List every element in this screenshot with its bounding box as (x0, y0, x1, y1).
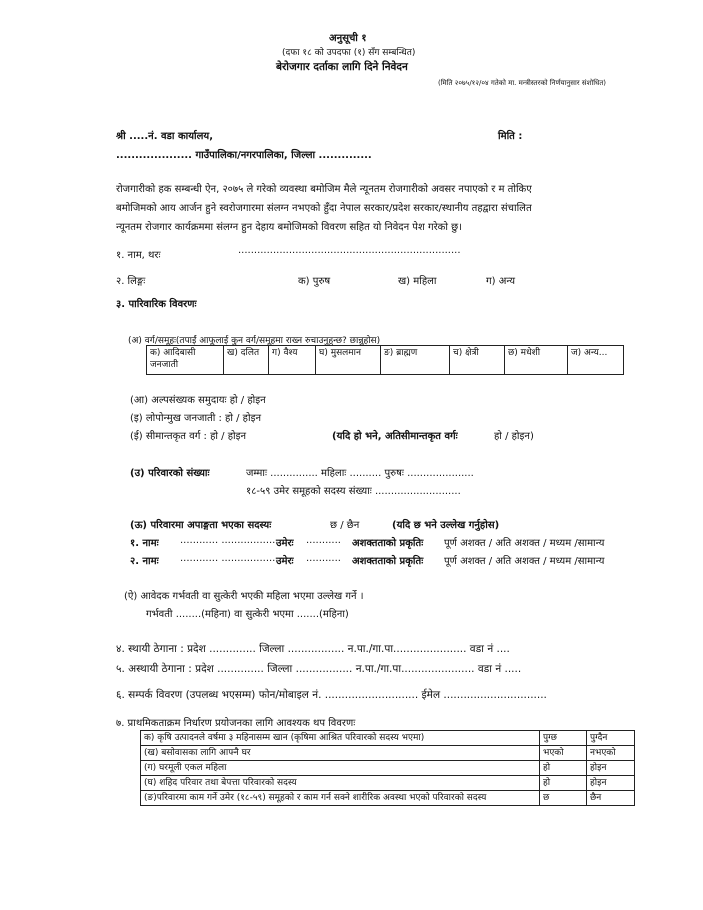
marginalized-question[interactable]: (ई) सीमान्तकृत वर्ग : हो / होइन (130, 431, 247, 442)
gender-label: २. लिङ्गः (116, 276, 146, 287)
marginalized-note: (यदि हो भने, अतिसीमान्तकृत वर्गः (332, 431, 458, 442)
caste-cell[interactable]: ङ) ब्राह्मण (381, 346, 450, 375)
addressee-line: श्री .....नं. वडा कार्यालय, (116, 131, 213, 142)
priority-option-yes[interactable]: हो (540, 761, 587, 776)
caste-cell[interactable]: घ) मुसलमान (316, 346, 381, 375)
intro-line-1: रोजगारीको हक सम्बन्धी ऐन, २०७५ ले गरेको व्यवस्था बमोजिम मैले न्यूनतम रोजगारीको अवसर नपाएको र म तोकिए (116, 184, 532, 195)
disabled-member-2-nature-options[interactable]: पूर्ण अशक्त / अति अशक्त / मध्यम /सामान्य (444, 556, 605, 567)
gender-option-other[interactable]: ग) अन्य (486, 276, 516, 287)
gender-option-female[interactable]: ख) महिला (398, 276, 437, 287)
priority-details-label: ७. प्राथमिकताक्रम निर्धारण प्रयोजनका लागि आवश्यक थप विवरणः (116, 718, 356, 729)
pregnancy-fields[interactable]: गर्भवती ........(महिना) वा सुत्केरी भएमा .......(महिना) (146, 609, 349, 620)
disabled-member-1-age-field[interactable]: ........... (306, 535, 341, 546)
marginalized-sub-options[interactable]: हो / होइन) (494, 431, 534, 442)
priority-option-no[interactable]: होइन (587, 776, 635, 791)
caste-cell[interactable]: ज) अन्य... (568, 346, 624, 375)
table-row (141, 791, 635, 806)
endangered-question[interactable]: (इ) लोपोन्मुख जनजाती : हो / होइन (130, 413, 262, 424)
priority-option-yes[interactable]: भएको (540, 746, 587, 761)
minority-question[interactable]: (आ) अल्पसंख्यक समुदायः हो / होइन (130, 395, 266, 406)
disabled-member-2-age-label: उमेरः (276, 556, 294, 567)
family-count-label: (उ) परिवारको संख्याः (130, 468, 210, 479)
page-title: बेरोजगार दर्ताका लागि दिने निवेदन (276, 61, 408, 73)
working-age-members[interactable]: १८-५९ उमेर समूहको सदस्य संख्याः ........................... (246, 486, 461, 497)
date-label: मिति : (498, 131, 523, 142)
permanent-address-line[interactable]: ४. स्थायी ठेगाना : प्रदेश .............. जिल्ला ................. न.पा./गा.पा...................... वडा नं .... (116, 643, 510, 655)
subtitle: (दफा १८ को उपदफा (१) सँग सम्बन्धित) (282, 48, 416, 58)
priority-option-yes[interactable]: हो (540, 776, 587, 791)
caste-table (146, 345, 624, 375)
caste-cell[interactable]: छ) मधेशी (505, 346, 568, 375)
pregnancy-question: (ऐ) आवेदक गर्भवती वा सुत्केरी भएकी महिला भएमा उल्लेख गर्ने । (124, 591, 364, 602)
name-label: १. नाम, थरः (116, 250, 161, 261)
priority-question: (घ) शहिद परिवार तथा बेपत्ता परिवारको सदस्य (141, 776, 540, 791)
disabled-member-2-age-field[interactable]: ........... (306, 553, 341, 564)
disability-options[interactable]: छ / छैन (330, 520, 360, 531)
priority-option-no[interactable]: पुग्दैन (587, 731, 635, 746)
caste-cell[interactable]: ग) वैश्य (269, 346, 316, 375)
priority-option-yes[interactable]: पुग्छ (540, 731, 587, 746)
priority-option-yes[interactable]: छ (540, 791, 587, 806)
disabled-member-1-nature-label: अशक्तताको प्रकृतिः (352, 538, 424, 549)
contact-details-line[interactable]: ६. सम्पर्क विवरण (उपलब्ध भएसम्म) फोन/मोबाइल नं. ............................ ईमेल ............................... (116, 689, 547, 701)
table-row (141, 761, 635, 776)
disabled-member-1-age-label: उमेरः (276, 538, 294, 549)
disability-label: (ऊ) परिवारमा अपाङ्गता भएका सदस्यः (130, 520, 272, 531)
priority-question: क) कृषि उत्पादनले वर्षमा ३ महिनासम्म खान (कृषिमा आश्रित परिवारको सदस्य भएमा) (141, 731, 540, 746)
table-row (141, 731, 635, 746)
disabled-member-1-name-field[interactable]: ............ .................. (180, 535, 279, 546)
caste-cell[interactable]: च) क्षेत्री (450, 346, 505, 375)
priority-question: (ग) घरमूली एकल महिला (141, 761, 540, 776)
gender-option-male[interactable]: क) पुरुष (298, 276, 331, 287)
priority-option-no[interactable]: होइन (587, 761, 635, 776)
disabled-member-1-nature-options[interactable]: पूर्ण अशक्त / अति अशक्त / मध्यम /सामान्य (444, 538, 605, 549)
name-field[interactable]: ...................................................................... (238, 245, 461, 256)
priority-option-no[interactable]: छैन (587, 791, 635, 806)
priority-option-no[interactable]: नभएको (587, 746, 635, 761)
family-count-fields[interactable]: जम्माः ............... महिलाः .......... पुरुषः ..................... (246, 468, 474, 479)
annex-label: अनुसूची १ (329, 33, 367, 44)
caste-cell[interactable]: क) आदिबासी जनजाती (147, 346, 224, 375)
disability-note: (यदि छ भने उल्लेख गर्नुहोस) (392, 520, 500, 531)
disabled-member-2-name-field[interactable]: ............ .................. (180, 553, 279, 564)
priority-question: (ङ)परिवारमा काम गर्ने उमेर (१८-५९) समूहको र काम गर्न सक्ने शारीरिक अवस्था भएको परिवारको सदस्य (141, 791, 540, 806)
caste-cell[interactable]: ख) दलित (224, 346, 269, 375)
temporary-address-line[interactable]: ५. अस्थायी ठेगाना : प्रदेश .............. जिल्ला ................. न.पा./गा.पा...................... वडा नं ..... (116, 663, 522, 675)
table-row (141, 776, 635, 791)
municipality-line: .................... गाउँपालिका/नगरपालिका, जिल्ला .............. (116, 150, 372, 161)
amendment-note: (मिति २०७५/१२/०४ गतेको मा. मन्त्रीस्तरको निर्णयानुसार संशोधित) (438, 79, 607, 87)
priority-question: (ख) बसोवासका लागि आफ्नै घर (141, 746, 540, 761)
disabled-member-2-name-label: २. नामः (130, 556, 159, 567)
family-details-label: ३. पारिवारिक विवरणः (116, 299, 197, 310)
disabled-member-1-name-label: १. नामः (130, 538, 159, 549)
caste-question: (अ) वर्ग/समूहः(तपाईं आफूलाई कुन वर्ग/समूहमा राख्न रुचाउनुहुन्छ? छान्नुहोस) (128, 336, 381, 346)
disabled-member-2-nature-label: अशक्तताको प्रकृतिः (352, 556, 424, 567)
table-row (141, 746, 635, 761)
intro-line-2: बमोजिमको आय आर्जन हुने स्वरोजगारमा संलग्न नभएको हुँदा नेपाल सरकार/प्रदेश सरकार/स्थानीय तहद्वारा संचालित (116, 203, 532, 214)
priority-table (140, 730, 635, 806)
intro-line-3: न्यूनतम रोजगार कार्यक्रममा संलग्न हुन देहाय बमोजिमको विवरण सहित यो निवेदन पेश गरेको छु। (116, 222, 462, 233)
